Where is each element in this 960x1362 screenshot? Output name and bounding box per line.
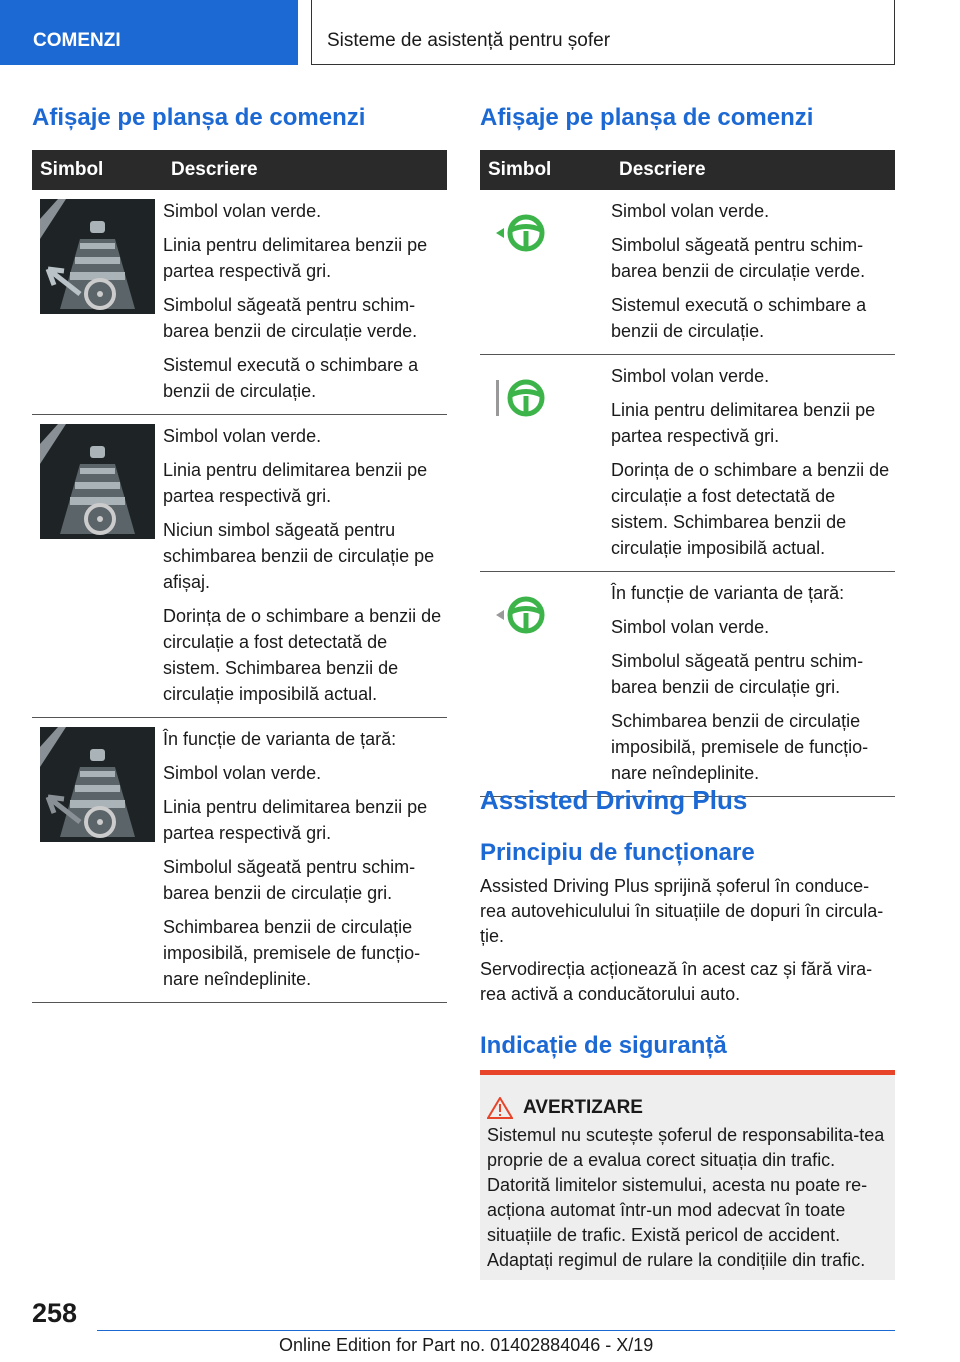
left-heading: Afișaje pe planșa de comenzi: [32, 104, 366, 131]
row-text: Linia pentru delimitarea benzii pe partea respectivă gri.: [611, 400, 876, 446]
row-text: Linia pentru delimitarea benzii pe partea respectivă gri.: [163, 460, 428, 506]
safety-title: Indicație de siguranță: [480, 1032, 727, 1059]
row-text: Simbolul săgeată pentru schim-barea benzii de circulație gri.: [611, 651, 864, 697]
row-text: Simbolul săgeată pentru schim-barea benzii de circulație verde.: [611, 235, 866, 281]
row-text: Simbol volan verde.: [611, 617, 770, 637]
col-description: Descriere: [163, 150, 447, 190]
right-symbol-table: [480, 150, 895, 797]
row-text: Dorința de o schimbare a benzii de circulație a fost detectată de sistem. Schimbarea benzii de circulație imposibilă actual.: [163, 606, 442, 704]
row-text: Simbol volan verde.: [163, 201, 322, 221]
row-text: Sistemul execută o schimbare a benzii de circulație.: [611, 295, 867, 341]
lane-keeping-display-icon: [40, 424, 155, 539]
table-row: [32, 415, 447, 718]
table-row: [480, 572, 895, 797]
row-text: În funcție de varianta de țară:: [611, 583, 845, 603]
lane-change-display-icon: [40, 199, 155, 314]
paragraph: Servodirecția acționează în acest caz și fără vira-rea activă a conducătorului auto.: [480, 959, 873, 1004]
row-text: Niciun simbol săgeată pentru schimbarea benzii de circulație pe afișaj.: [163, 520, 435, 592]
header-section: COMENZI: [0, 0, 298, 65]
green-steering-wheel-arrow-icon: [492, 203, 552, 263]
row-text: Schimbarea benzii de circulație imposibilă, premisele de funcțio-nare neîndeplinite.: [163, 917, 421, 989]
table-row: [480, 190, 895, 355]
row-text: Simbol volan verde.: [163, 763, 322, 783]
footer-divider: [97, 1330, 895, 1331]
table-row: [32, 718, 447, 1003]
col-symbol: Simbol: [480, 150, 611, 190]
row-text: Simbolul săgeată pentru schim-barea benzii de circulație verde.: [163, 295, 418, 341]
lane-change-grey-display-icon: [40, 727, 155, 842]
table-row: [480, 355, 895, 572]
warning-text: Sistemul nu scutește șoferul de responsabilita-tea proprie de a evalua corect situația din trafic. Datorită limitelor sistemului, acesta nu poate re-acționa automat într-un mod adecvat în toate situațiile de trafic. Există pericol de accident. Adaptați regimul de rulare la condițiile din trafic.: [487, 1125, 885, 1270]
table-row: [32, 190, 447, 415]
footer-edition: Online Edition for Part no. 01402884046 - X/19: [279, 1335, 654, 1355]
warning-label: AVERTIZARE: [523, 1097, 643, 1118]
row-text: Simbol volan verde.: [611, 366, 770, 386]
right-heading: Afișaje pe planșa de comenzi: [480, 104, 814, 131]
row-text: Schimbarea benzii de circulație imposibilă, premisele de funcțio-nare neîndeplinite.: [611, 711, 869, 783]
subsection-title: Principiu de funcționare: [480, 839, 755, 866]
warning-box: [480, 1070, 895, 1280]
row-text: Simbol volan verde.: [611, 201, 770, 221]
row-text: Simbolul săgeată pentru schim-barea benzii de circulație gri.: [163, 857, 416, 903]
row-text: Simbol volan verde.: [163, 426, 322, 446]
paragraph: Assisted Driving Plus sprijină șoferul în conduce-rea autovehiculului în situațiile de dopuri în circula-ție.: [480, 876, 884, 946]
green-steering-wheel-lane-icon: [492, 368, 552, 428]
section-title: Assisted Driving Plus: [480, 785, 748, 815]
page-number: 258: [32, 1298, 78, 1328]
row-text: În funcție de varianta de țară:: [163, 729, 397, 749]
col-description: Descriere: [611, 150, 895, 190]
row-text: Linia pentru delimitarea benzii pe partea respectivă gri.: [163, 797, 428, 843]
warning-triangle-icon: [487, 1097, 513, 1119]
header-chapter: Sisteme de asistență pentru șofer: [311, 0, 895, 65]
left-symbol-table: [32, 150, 447, 1003]
green-steering-wheel-grey-arrow-icon: [492, 585, 552, 645]
row-text: Linia pentru delimitarea benzii pe partea respectivă gri.: [163, 235, 428, 281]
row-text: Sistemul execută o schimbare a benzii de circulație.: [163, 355, 419, 401]
col-symbol: Simbol: [32, 150, 163, 190]
row-text: Dorința de o schimbare a benzii de circulație a fost detectată de sistem. Schimbarea benzii de circulație imposibilă actual.: [611, 460, 890, 558]
